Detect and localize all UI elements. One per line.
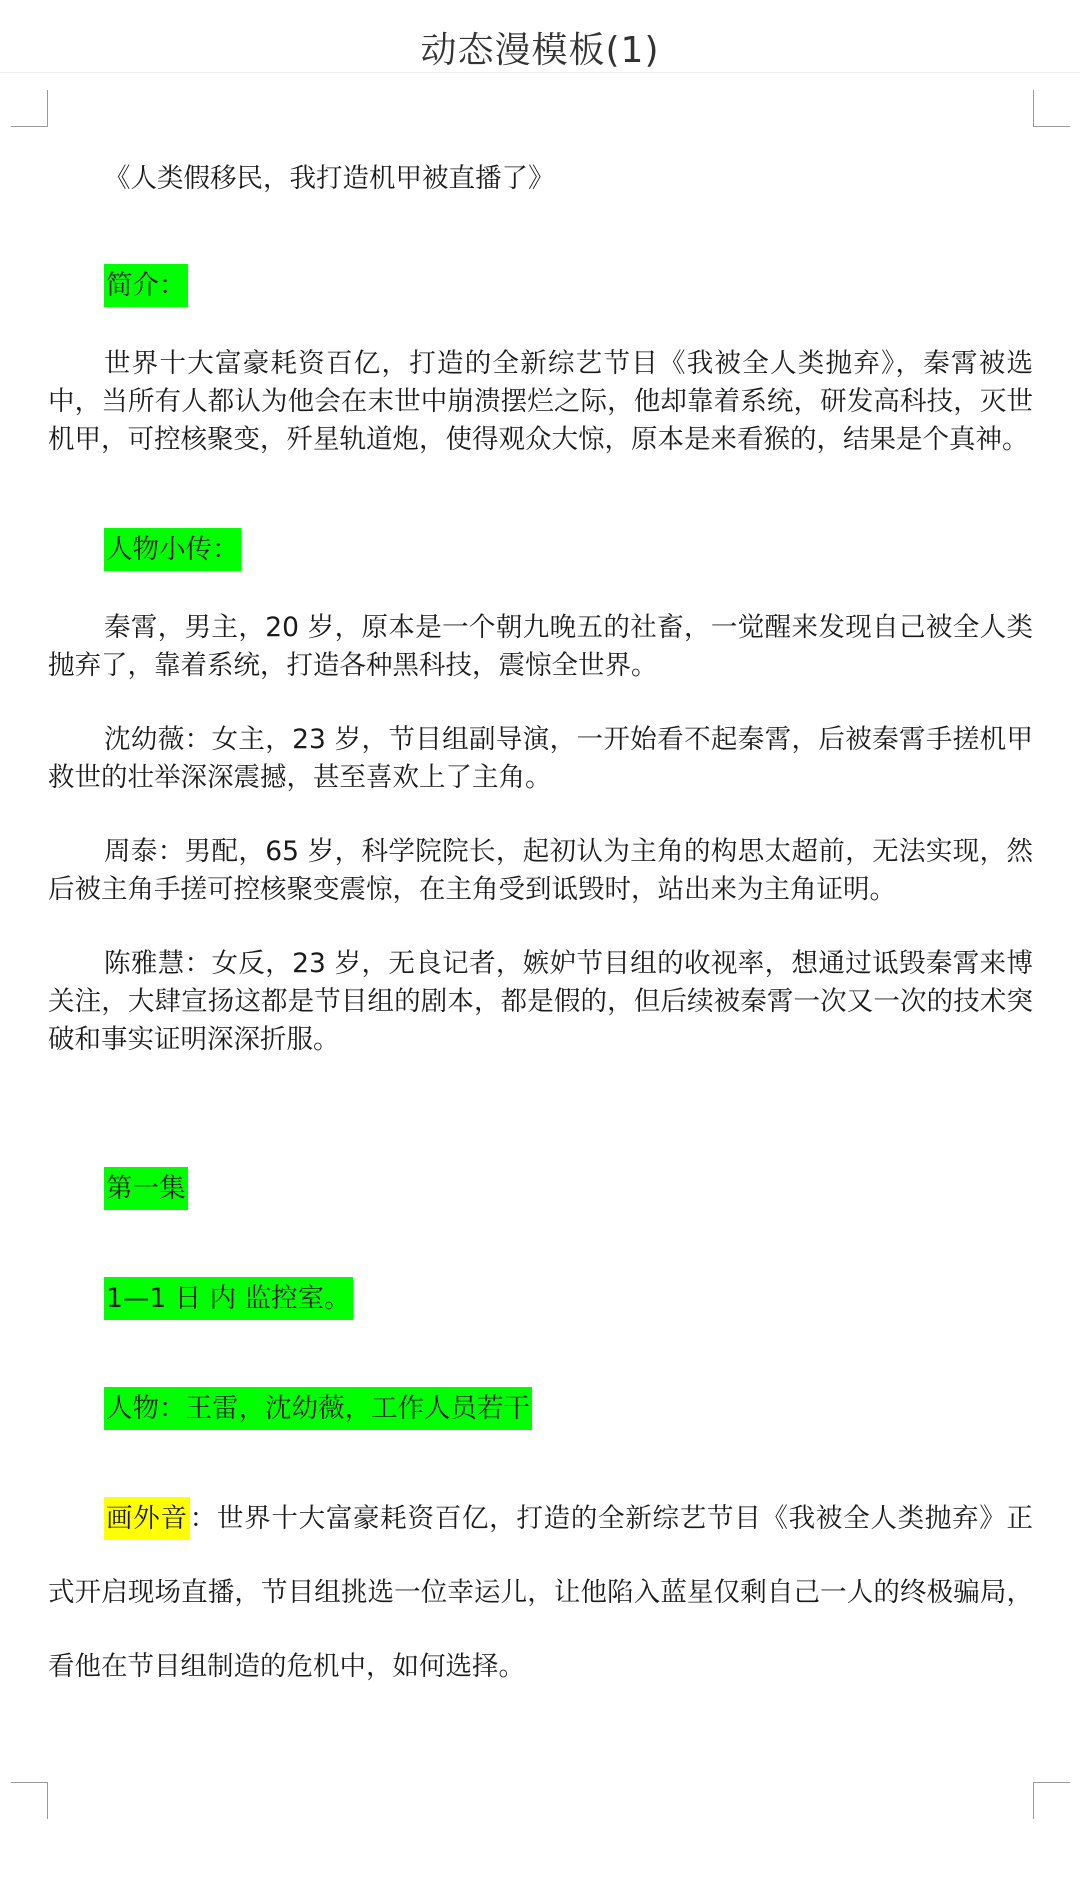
page-corner-mark-bottom-right [1033, 1782, 1070, 1819]
character-bio: 周泰：男配，65 岁，科学院院长，起初认为主角的构思太超前，无法实现，然后被主角手搓可控核聚变震惊，在主角受到诋毁时，站出来为主角证明。 [48, 836, 1033, 905]
synopsis-paragraph: 世界十大富豪耗资百亿，打造的全新综艺节目《我被全人类抛弃》，秦霄被选中，当所有人都认为他会在末世中崩溃摆烂之际，他却靠着系统，研发高科技，灭世机甲，可控核聚变，歼星轨道炮，使得观众大惊，原本是来看猴的，结果是个真神。 [48, 348, 1033, 455]
episode-heading [48, 1170, 1033, 1208]
scene-characters [48, 1390, 1033, 1428]
synopsis-heading [48, 267, 1033, 305]
character-bio: 秦霄，男主，20 岁，原本是一个朝九晚五的社畜，一觉醒来发现自己被全人类抛弃了，靠着系统，打造各种黑科技，震惊全世界。 [48, 612, 1033, 681]
narration-label: 画外音 [104, 1497, 190, 1540]
scene-heading [48, 1280, 1033, 1318]
scene-characters-highlight: 人物：王雷，沈幼薇，工作人员若干 [104, 1387, 532, 1430]
characters-heading [48, 531, 1033, 569]
document-title: 动态漫模板(1) [420, 30, 660, 71]
narration-text: ：世界十大富豪耗资百亿，打造的全新综艺节目《我被全人类抛弃》正式开启现场直播，节目组挑选一位幸运儿，让他陷入蓝星仅剩自己一人的终极骗局，看他在节目组制造的危机中，如何选择。 [48, 1503, 1034, 1682]
page-corner-mark-bottom-left [11, 1782, 48, 1819]
characters-heading-highlight: 人物小传： [104, 528, 241, 571]
book-title-text: 《人类假移民，我打造机甲被直播了》 [104, 163, 555, 194]
document-header [0, 0, 1080, 73]
synopsis-heading-highlight: 简介： [104, 264, 188, 307]
character-bio: 陈雅慧：女反，23 岁，无良记者，嫉妒节目组的收视率，想通过诋毁秦霄来博关注，大肆宣扬这都是节目组的剧本，都是假的，但后续被秦霄一次又一次的技术突破和事实证明深深折服。 [48, 948, 1033, 1055]
document-body [48, 160, 1033, 1704]
book-title [48, 160, 1033, 198]
narration-paragraph [48, 1482, 1033, 1704]
page-corner-mark-top-left [11, 90, 48, 127]
character-bio: 沈幼薇：女主，23 岁，节目组副导演，一开始看不起秦霄，后被秦霄手搓机甲救世的壮举深深震撼，甚至喜欢上了主角。 [48, 724, 1033, 793]
page-corner-mark-top-right [1033, 90, 1070, 127]
episode-heading-highlight: 第一集 [104, 1167, 188, 1210]
scene-heading-highlight: 1—1 日 内 监控室。 [104, 1277, 353, 1320]
